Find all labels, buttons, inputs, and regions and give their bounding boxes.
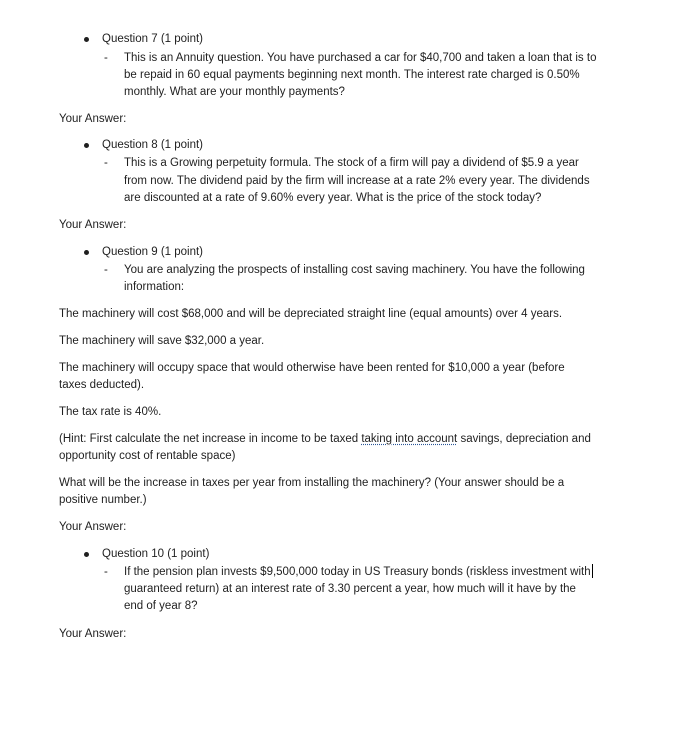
- hint-text-after: savings, depreciation and: [457, 433, 591, 445]
- question-9-tax-rate: The tax rate is 40%.: [59, 406, 162, 418]
- question-9-machinery-cost: The machinery will cost $68,000 and will be depreciated straight line (equal amounts) over 4 years.: [59, 308, 563, 320]
- question-10-title: Question 10 (1 point): [102, 548, 210, 560]
- question-9-machinery-savings: The machinery will save $32,000 a year.: [59, 335, 265, 347]
- question-8-title: Question 8 (1 point): [102, 139, 204, 151]
- text-cursor: [592, 564, 593, 578]
- question-10-line-1-text: If the pension plan invests $9,500,000 today in US Treasury bonds (riskless investment with: [124, 566, 591, 578]
- hint-text-before: (Hint: First calculate the net increase in income to be taxed: [59, 433, 362, 445]
- answer-label-8[interactable]: Your Answer:: [59, 219, 127, 231]
- dash-marker: -: [104, 264, 108, 276]
- question-8-line-2: from now. The dividend paid by the firm will increase at a rate 2% every year. The dividends: [124, 175, 590, 187]
- question-8-line-3: are discounted at a rate of 9.60% every year. What is the price of the stock today?: [124, 192, 542, 204]
- question-9-line-1: You are analyzing the prospects of installing cost saving machinery. You have the following: [124, 264, 585, 276]
- hint-underlined-phrase: taking into account: [361, 433, 458, 445]
- question-7-line-3: monthly. What are your monthly payments?: [124, 86, 345, 98]
- question-9-rent-line-1: The machinery will occupy space that would otherwise have been rented for $10,000 a year (before: [59, 362, 565, 374]
- question-9-question-line-1: What will be the increase in taxes per year from installing the machinery? (Your answer should be a: [59, 477, 565, 489]
- answer-label-10[interactable]: Your Answer:: [59, 628, 127, 640]
- question-10-line-1: [124, 564, 593, 581]
- dash-marker: -: [104, 52, 108, 64]
- question-9-line-2: information:: [124, 281, 185, 293]
- bullet-icon: [84, 37, 89, 42]
- answer-label-7[interactable]: Your Answer:: [59, 113, 127, 125]
- bullet-icon: [84, 552, 89, 557]
- dash-marker: -: [104, 566, 108, 578]
- answer-label-9[interactable]: Your Answer:: [59, 521, 127, 533]
- question-9-hint-line-2: opportunity cost of rentable space): [59, 450, 236, 462]
- question-9-title: Question 9 (1 point): [102, 246, 204, 258]
- question-9-question-line-2: positive number.): [59, 494, 147, 506]
- dash-marker: -: [104, 157, 108, 169]
- question-9-hint-line-1: [59, 431, 591, 448]
- question-7-title: Question 7 (1 point): [102, 33, 204, 45]
- question-7-line-1: This is an Annuity question. You have purchased a car for $40,700 and taken a loan that is to: [124, 52, 597, 64]
- bullet-icon: [84, 143, 89, 148]
- question-10-line-3: end of year 8?: [124, 600, 198, 612]
- question-7-line-2: be repaid in 60 equal payments beginning next month. The interest rate charged is 0.50%: [124, 69, 580, 81]
- bullet-icon: [84, 250, 89, 255]
- question-9-rent-line-2: taxes deducted).: [59, 379, 145, 391]
- question-8-line-1: This is a Growing perpetuity formula. The stock of a firm will pay a dividend of $5.9 a year: [124, 157, 579, 169]
- question-10-line-2: guaranteed return) at an interest rate of 3.30 percent a year, how much will it have by the: [124, 583, 576, 595]
